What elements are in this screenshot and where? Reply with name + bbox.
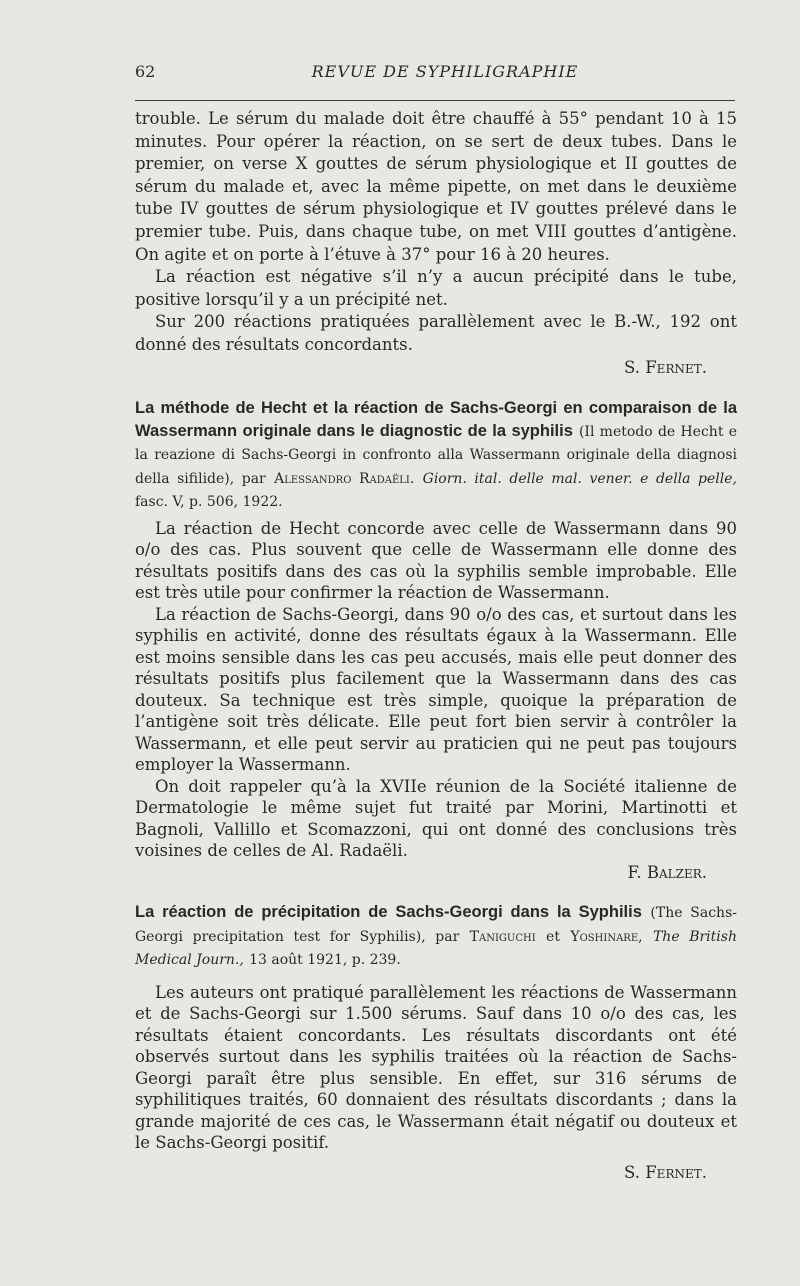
page-content [135, 108, 737, 1183]
article-author: Yoshinare, [570, 928, 643, 945]
article-translation: (The Sachs-Georgi precipitation test for Syphilis), par [135, 905, 737, 945]
article-author: Taniguchi [469, 928, 536, 945]
page-number: 62 [135, 62, 156, 81]
journal-name: The British Medical Journ., [135, 928, 737, 969]
header-rule [135, 100, 735, 101]
article-title: La méthode de Hecht et la réaction de Sachs-Georgi en comparaison de la Wassermann originale dans le diagnostic de la syphilis [135, 399, 737, 440]
journal-name: Giorn. ital. delle mal. vener. e della pelle, [422, 470, 737, 487]
section-1 [135, 108, 737, 379]
signature: F. Balzer. [627, 862, 707, 882]
article-translation: (Il metodo de Hecht e la reazione di Sachs-Georgi in confronto alla Wassermann originale della diagnosi della sifilide), par [135, 423, 737, 487]
signature: S. Fernet. [624, 357, 707, 377]
signature: S. Fernet. [624, 1162, 707, 1182]
paragraph: Les auteurs ont pratiqué parallèlement les réactions de Wassermann et de Sachs-Georgi sur 1.500 sérums. Sauf dans 10 o/o des cas, les résultats étaient concordants. Les résultats discordants ont été observés surtout dans les syphilis traitées où la réaction de Sachs-Georgi paraît être plus sensible. En effet, sur 316 sérums de syphilitiques traités, 60 donnaient des résultats discordants ; dans la grande majorité de ces cas, le Wassermann était négatif ou douteux et le Sachs-Georgi positif. [135, 982, 737, 1153]
article-author: Alessandro Radaëli. [274, 470, 415, 487]
section-2 [135, 397, 737, 883]
section-3 [135, 901, 737, 1183]
paragraph: On doit rappeler qu’à la XVIIe réunion de la Société italienne de Dermatologie le même sujet fut traité par Morini, Martinotti et Bagnoli, Vallillo et Scomazzoni, qui ont donné des conclusions très voisines de celles de Al. Radaëli. [135, 776, 737, 861]
citation: fasc. V, p. 506, 1922. [135, 494, 283, 511]
paragraph: La réaction est négative s’il n’y a aucun précipité dans le tube, positive lorsqu’il y a un précipité net. [135, 267, 737, 309]
paragraph: La réaction de Hecht concorde avec celle de Wassermann dans 90 o/o des cas. Plus souvent que celle de Wassermann elle donne des résultats positifs dans des cas où la syphilis semble improbable. Elle est très utile pour confirmer la réaction de Wassermann. [135, 518, 737, 603]
article-heading: La réaction de précipitation de Sachs-Georgi dans la Syphilis (The Sachs-Georgi precipitation test for Syphilis), par Taniguchi et Yoshinare, The British Medical Journ., 13 août 1921, p. 239. [135, 903, 737, 969]
running-head: REVUE DE SYPHILIGRAPHIE [311, 62, 579, 81]
citation: 13 août 1921, p. 239. [249, 952, 401, 969]
paragraph: trouble. Le sérum du malade doit être chauffé à 55° pendant 10 à 15 minutes. Pour opérer la réaction, on se sert de deux tubes. Dans le premier, on verse X gouttes de sérum physiologique et II gouttes de sérum du malade et, avec la même pipette, on met dans le deuxième tube IV gouttes de sérum physiologique et IV gouttes prélevé dans le premier tube. Puis, dans chaque tube, on met VIII gouttes d’antigène. On agite et on porte à l’étuve à 37° pour 16 à 20 heures. [135, 109, 737, 264]
article-heading [135, 397, 737, 514]
page-header [135, 62, 735, 88]
article-title: La réaction de précipitation de Sachs-Georgi dans la Syphilis [135, 903, 642, 922]
paragraph: La réaction de Sachs-Georgi, dans 90 o/o des cas, et surtout dans les syphilis en activité, donne des résultats égaux à la Wassermann. Elle est moins sensible dans les cas peu accusés, mais elle peut donner des résultats positifs plus facilement que la Wassermann dans des cas douteux. Sa technique est très simple, quoique la préparation de l’antigène soit très délicate. Elle peut fort bien servir à contrôler la Wassermann, et elle peut servir au praticien qui ne peut pas toujours employer la Wassermann. [135, 604, 737, 775]
paragraph: Sur 200 réactions pratiquées parallèlement avec le B.-W., 192 ont donné des résultats concordants. [135, 312, 737, 354]
